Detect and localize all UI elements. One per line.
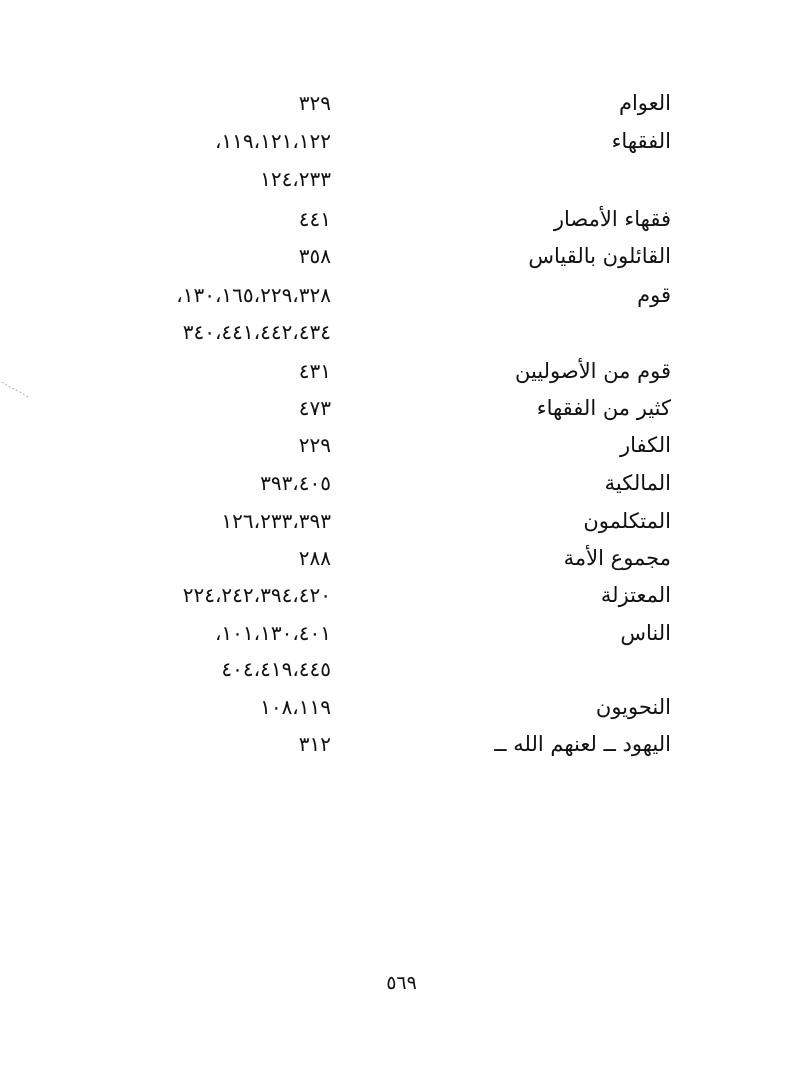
index-page-numbers: ١٣٠،١٦٥،٢٢٩،٣٢٨، [176,283,331,307]
index-term: القائلون بالقياس [528,244,671,268]
page-number: ٥٦٩ [386,972,417,994]
index-entry [0,122,803,160]
index-entry [0,200,803,238]
index-page-numbers: ١٠١،١٣٠،٤٠١، [214,621,331,645]
index-entry [0,84,803,122]
index-entry [0,237,803,275]
index-page-numbers: ٢٢٩ [298,433,331,457]
index-entry [0,614,803,652]
index-page-numbers: ١١٩،١٢١،١٢٢، [214,129,331,153]
index-page-numbers: ٣٩٣،٤٠٥ [260,471,331,495]
index-page-numbers: ١٢٦،٢٣٣،٣٩٣ [221,509,331,533]
index-entry [0,539,803,577]
index-page-numbers: ١٠٨،١١٩ [260,695,331,719]
index-entry [0,688,803,726]
index-entry [0,352,803,390]
index-term: اليهود ــ لعنهم الله ــ [494,732,671,756]
index-page-numbers: ٢٢٤،٢٤٢،٣٩٤،٤٢٠ [182,583,331,607]
index-page-numbers: ٣٥٨ [298,244,331,268]
index-page-numbers: ٤٣١ [298,359,331,383]
index-term: الناس [620,621,671,645]
index-entry-continuation [0,650,803,688]
index-page-numbers: ٣١٢ [298,732,331,756]
index-page-numbers: ٤٠٤،٤١٩،٤٤٥ [221,657,331,681]
index-term: قوم [637,283,671,307]
index-term: قوم من الأصوليين [514,359,671,383]
index-page-numbers: ٣٢٩ [298,91,331,115]
index-entry [0,426,803,464]
index-entry [0,725,803,763]
index-term: المتكلمون [583,509,671,533]
index-term: المعتزلة [600,583,671,607]
index-term: فقهاء الأمصار [553,207,671,231]
index-entry [0,276,803,314]
index-page-numbers: ٤٤١ [298,207,331,231]
index-page-numbers: ٣٤٠،٤٤١،٤٤٢،٤٣٤ [182,320,331,344]
index-entry [0,464,803,502]
index-page-numbers: ٢٨٨ [298,546,331,570]
index-term: المالكية [604,471,671,495]
index-entry-continuation [0,160,803,198]
index-term: النحويون [595,695,671,719]
index-entry [0,576,803,614]
index-term: الفقهاء [611,129,671,153]
index-term: مجموع الأمة [563,546,671,570]
index-term: العوام [618,91,671,115]
index-entry-continuation [0,313,803,351]
index-page-numbers: ١٢٤،٢٣٣ [260,167,331,191]
index-entry [0,389,803,427]
index-term: الكفار [620,433,671,457]
index-page-numbers: ٤٧٣ [298,396,331,420]
index-term: كثير من الفقهاء [536,396,671,420]
index-entry [0,502,803,540]
